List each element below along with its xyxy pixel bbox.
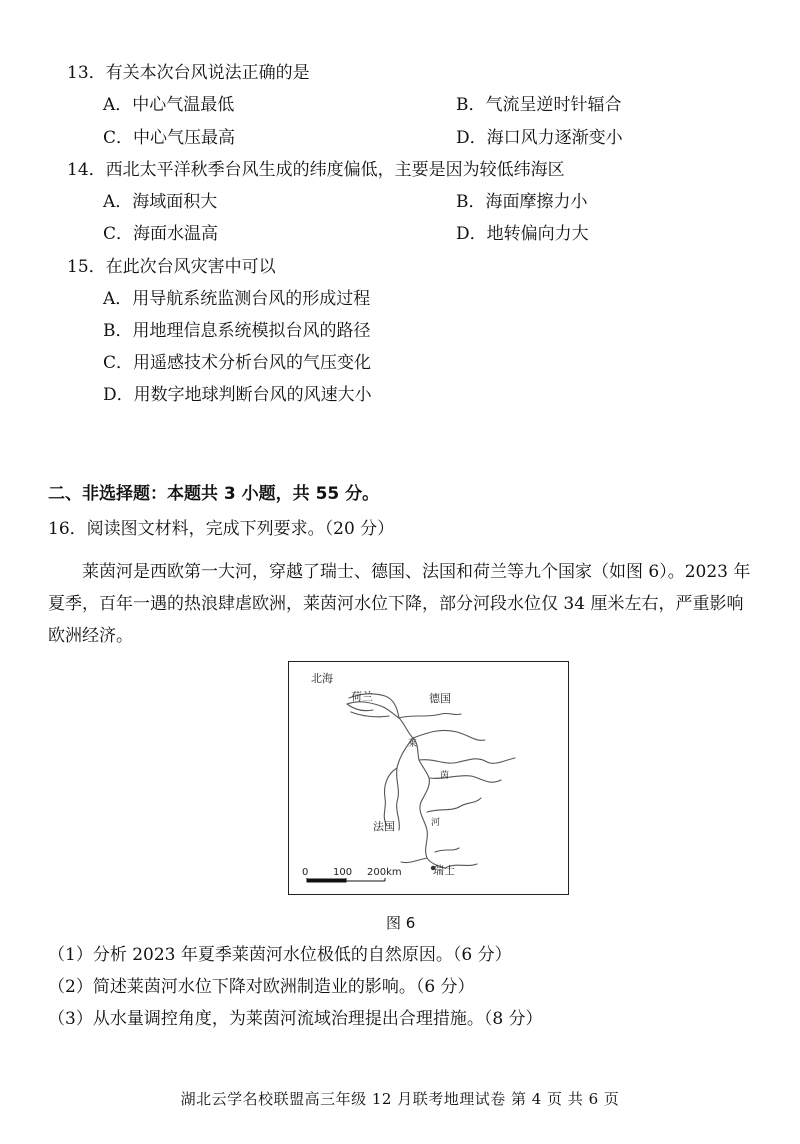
q13-option-c: C．中心气压最高 [103, 128, 236, 148]
scale-label-100: 100 [333, 867, 353, 878]
page-footer: 湖北云学名校联盟高三年级 12 月联考地理试卷 第 4 页 共 6 页 [180, 1090, 620, 1108]
section-title: 二、非选择题：本题共 3 小题，共 55 分。 [48, 484, 380, 504]
scale-label-200km: 200km [367, 867, 402, 878]
q15-option-b: B．用地理信息系统模拟台风的路径 [103, 321, 371, 341]
q15-stem: 15．在此次台风灾害中可以 [67, 257, 276, 277]
q15-option-c: C．用遥感技术分析台风的气压变化 [103, 353, 372, 373]
q13-option-d: D．海口风力逐渐变小 [456, 128, 623, 148]
label-rhine-lai: 莱 [408, 739, 418, 749]
rhine-map-figure [288, 661, 569, 895]
q13-option-b: B．气流呈逆时针辐合 [456, 95, 622, 115]
q14-option-c: C．海面水温高 [103, 224, 219, 244]
label-rhine-he: 河 [431, 818, 441, 828]
q15-option-d: D．用数字地球判断台风的风速大小 [103, 385, 372, 405]
q14-option-a: A．海域面积大 [103, 192, 218, 212]
q14-option-b: B．海面摩擦力小 [456, 192, 588, 212]
figure-caption: 图 6 [386, 914, 416, 932]
q15-option-a: A．用导航系统监测台风的形成过程 [103, 289, 371, 309]
scale-label-0: 0 [302, 867, 309, 878]
rhine-river-path [347, 702, 445, 868]
q13-option-a: A．中心气温最低 [103, 95, 235, 115]
label-switzerland: 瑞士 [433, 864, 455, 877]
q16-stem: 16．阅读图文材料，完成下列要求。（20 分） [48, 519, 395, 539]
label-france: 法国 [373, 820, 395, 833]
label-germany: 德国 [429, 692, 451, 705]
q16-sub2: （2）简述莱茵河水位下降对欧洲制造业的影响。（6 分） [48, 977, 475, 997]
scale-bar [307, 878, 385, 882]
q14-option-d: D．地转偏向力大 [456, 224, 589, 244]
q16-paragraph: 莱茵河是西欧第一大河，穿越了瑞士、德国、法国和荷兰等九个国家（如图 6）。2023 年夏季，百年一遇的热浪肆虐欧洲，莱茵河水位下降，部分河段水位仅 34 厘米左右，严重影响欧洲经济。 [48, 562, 751, 646]
label-netherlands: 荷兰 [351, 690, 373, 703]
q14-stem: 14．西北太平洋秋季台风生成的纬度偏低，主要是因为较低纬海区 [67, 160, 565, 180]
label-north-sea: 北海 [311, 672, 333, 685]
rhine-map-drawing [289, 662, 567, 893]
label-rhine-yin: 茵 [440, 771, 450, 781]
q16-sub1: （1）分析 2023 年夏季莱茵河水位极低的自然原因。（6 分） [48, 945, 512, 965]
q16-sub3: （3）从水量调控角度，为莱茵河流域治理提出合理措施。（8 分） [48, 1009, 543, 1029]
q13-stem: 13．有关本次台风说法正确的是 [67, 63, 310, 83]
